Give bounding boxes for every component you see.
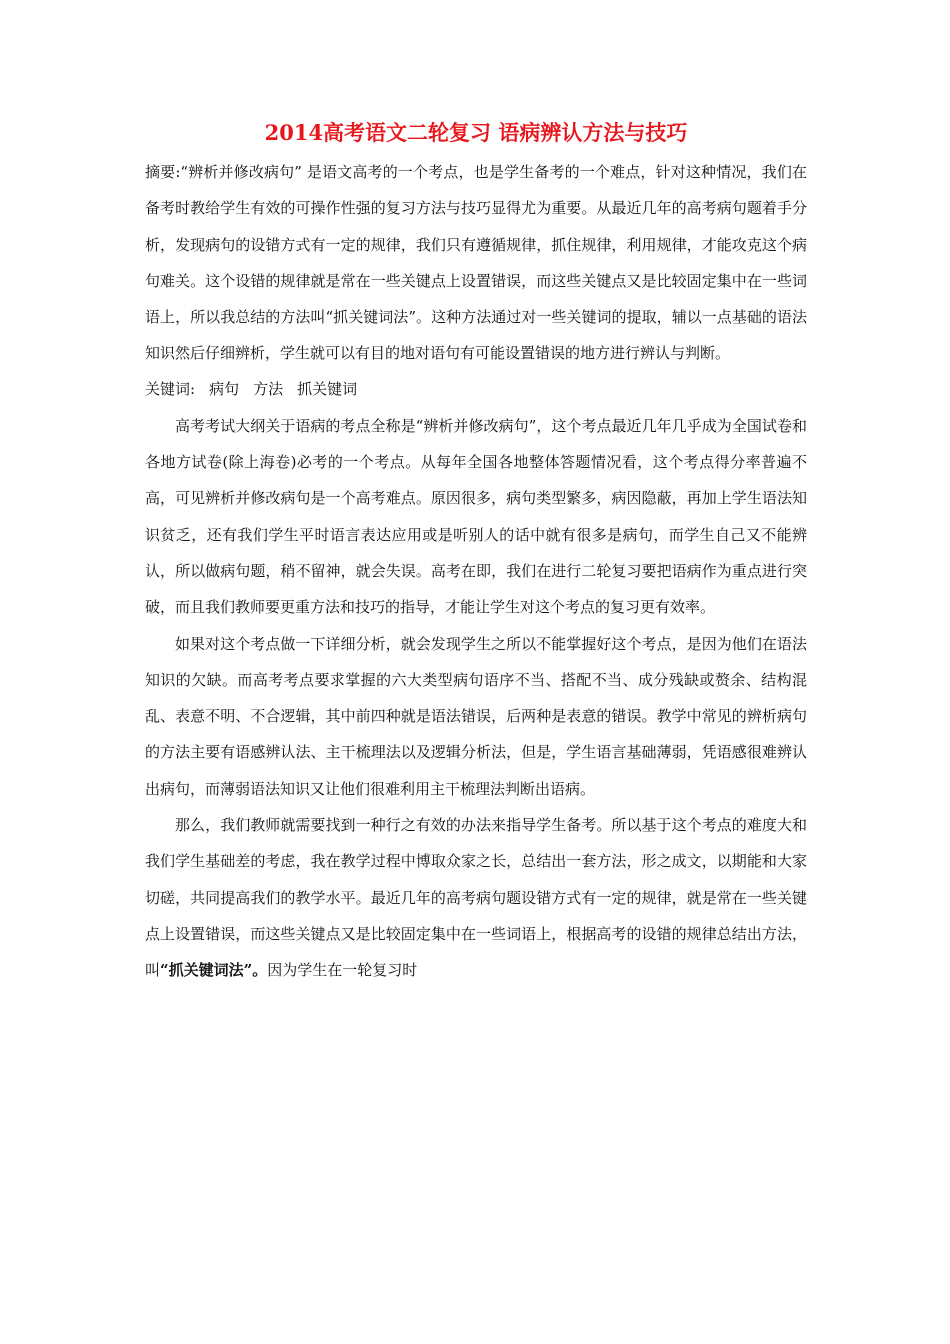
keyword-item: 病句	[209, 379, 240, 398]
body-paragraph-2: 如果对这个考点做一下详细分析，就会发现学生之所以不能掌握好这个考点，是因为他们在语法知识的欠缺。而高考考点要求掌握的六大类型病句语序不当、搭配不当、成分残缺或赘余、结构混乱、表意不明、不合逻辑，其中前四种就是语法错误，后两种是表意的错误。教学中常见的辨析病句的方法主要有语感辨认法、主干梳理法以及逻辑分析法，但是，学生语言基础薄弱，凭语感很难辨认出病句，而薄弱语法知识又让他们很难利用主干梳理法判断出语病。	[145, 634, 807, 798]
document-page	[145, 118, 807, 989]
paragraph3-text-start: 那么，我们教师就需要找到一种行之有效的办法来指导学生备考。所以基于这个考点的难度大和我们学生基础差的考虑，我在教学过程中博取众家之长，总结出一套方法，形之成文，以期能和大家切磋，共同提高我们的教学水平。最近几年的高考病句题设错方式有一定的规律，就是常在一些关键点上设置错误，而这些关键点又是比较固定集中在一些词语上，根据高考的设错的规律总结出方法，叫	[145, 816, 807, 980]
body-paragraph-3	[145, 807, 807, 988]
keyword-item: 抓关键词	[297, 379, 358, 398]
method-name-emphasis: “抓关键词法”。	[160, 961, 268, 980]
keyword-item: 方法	[253, 379, 284, 398]
keywords-label: 关键词:	[145, 379, 196, 398]
paragraph3-text-end: 因为学生在一轮复习时	[267, 961, 418, 980]
abstract-paragraph: 摘要:“辨析并修改病句” 是语文高考的一个考点，也是学生备考的一个难点，针对这种情况，我们在备考时教给学生有效的可操作性强的复习方法与技巧显得尤为重要。从最近几年的高考病句题着手分析，发现病句的设错方式有一定的规律，我们只有遵循规律，抓住规律，利用规律，才能攻克这个病句难关。这个设错的规律就是常在一些关键点上设置错误，而这些关键点又是比较固定集中在一些词语上，所以我总结的方法叫“抓关键词法”。这种方法通过对一些关键词的提取，辅以一点基础的语法知识然后仔细辨析，学生就可以有目的地对语句有可能设置错误的地方进行辨认与判断。	[145, 163, 807, 363]
document-title: 2014高考语文二轮复习 语病辨认方法与技巧	[264, 120, 688, 145]
keywords-line	[145, 372, 807, 406]
body-paragraph-1: 高考考试大纲关于语病的考点全称是“辨析并修改病句”，这个考点最近几年几乎成为全国试卷和各地方试卷(除上海卷)必考的一个考点。从每年全国各地整体答题情况看，这个考点得分率普遍不高，可见辨析并修改病句是一个高考难点。原因很多，病句类型繁多，病因隐蔽，再加上学生语法知识贫乏，还有我们学生平时语言表达应用或是听别人的话中就有很多是病句，而学生自己又不能辨认，所以做病句题，稍不留神，就会失误。高考在即，我们在进行二轮复习要把语病作为重点进行突破，而且我们教师要更重方法和技巧的指导，才能让学生对这个考点的复习更有效率。	[145, 416, 807, 617]
